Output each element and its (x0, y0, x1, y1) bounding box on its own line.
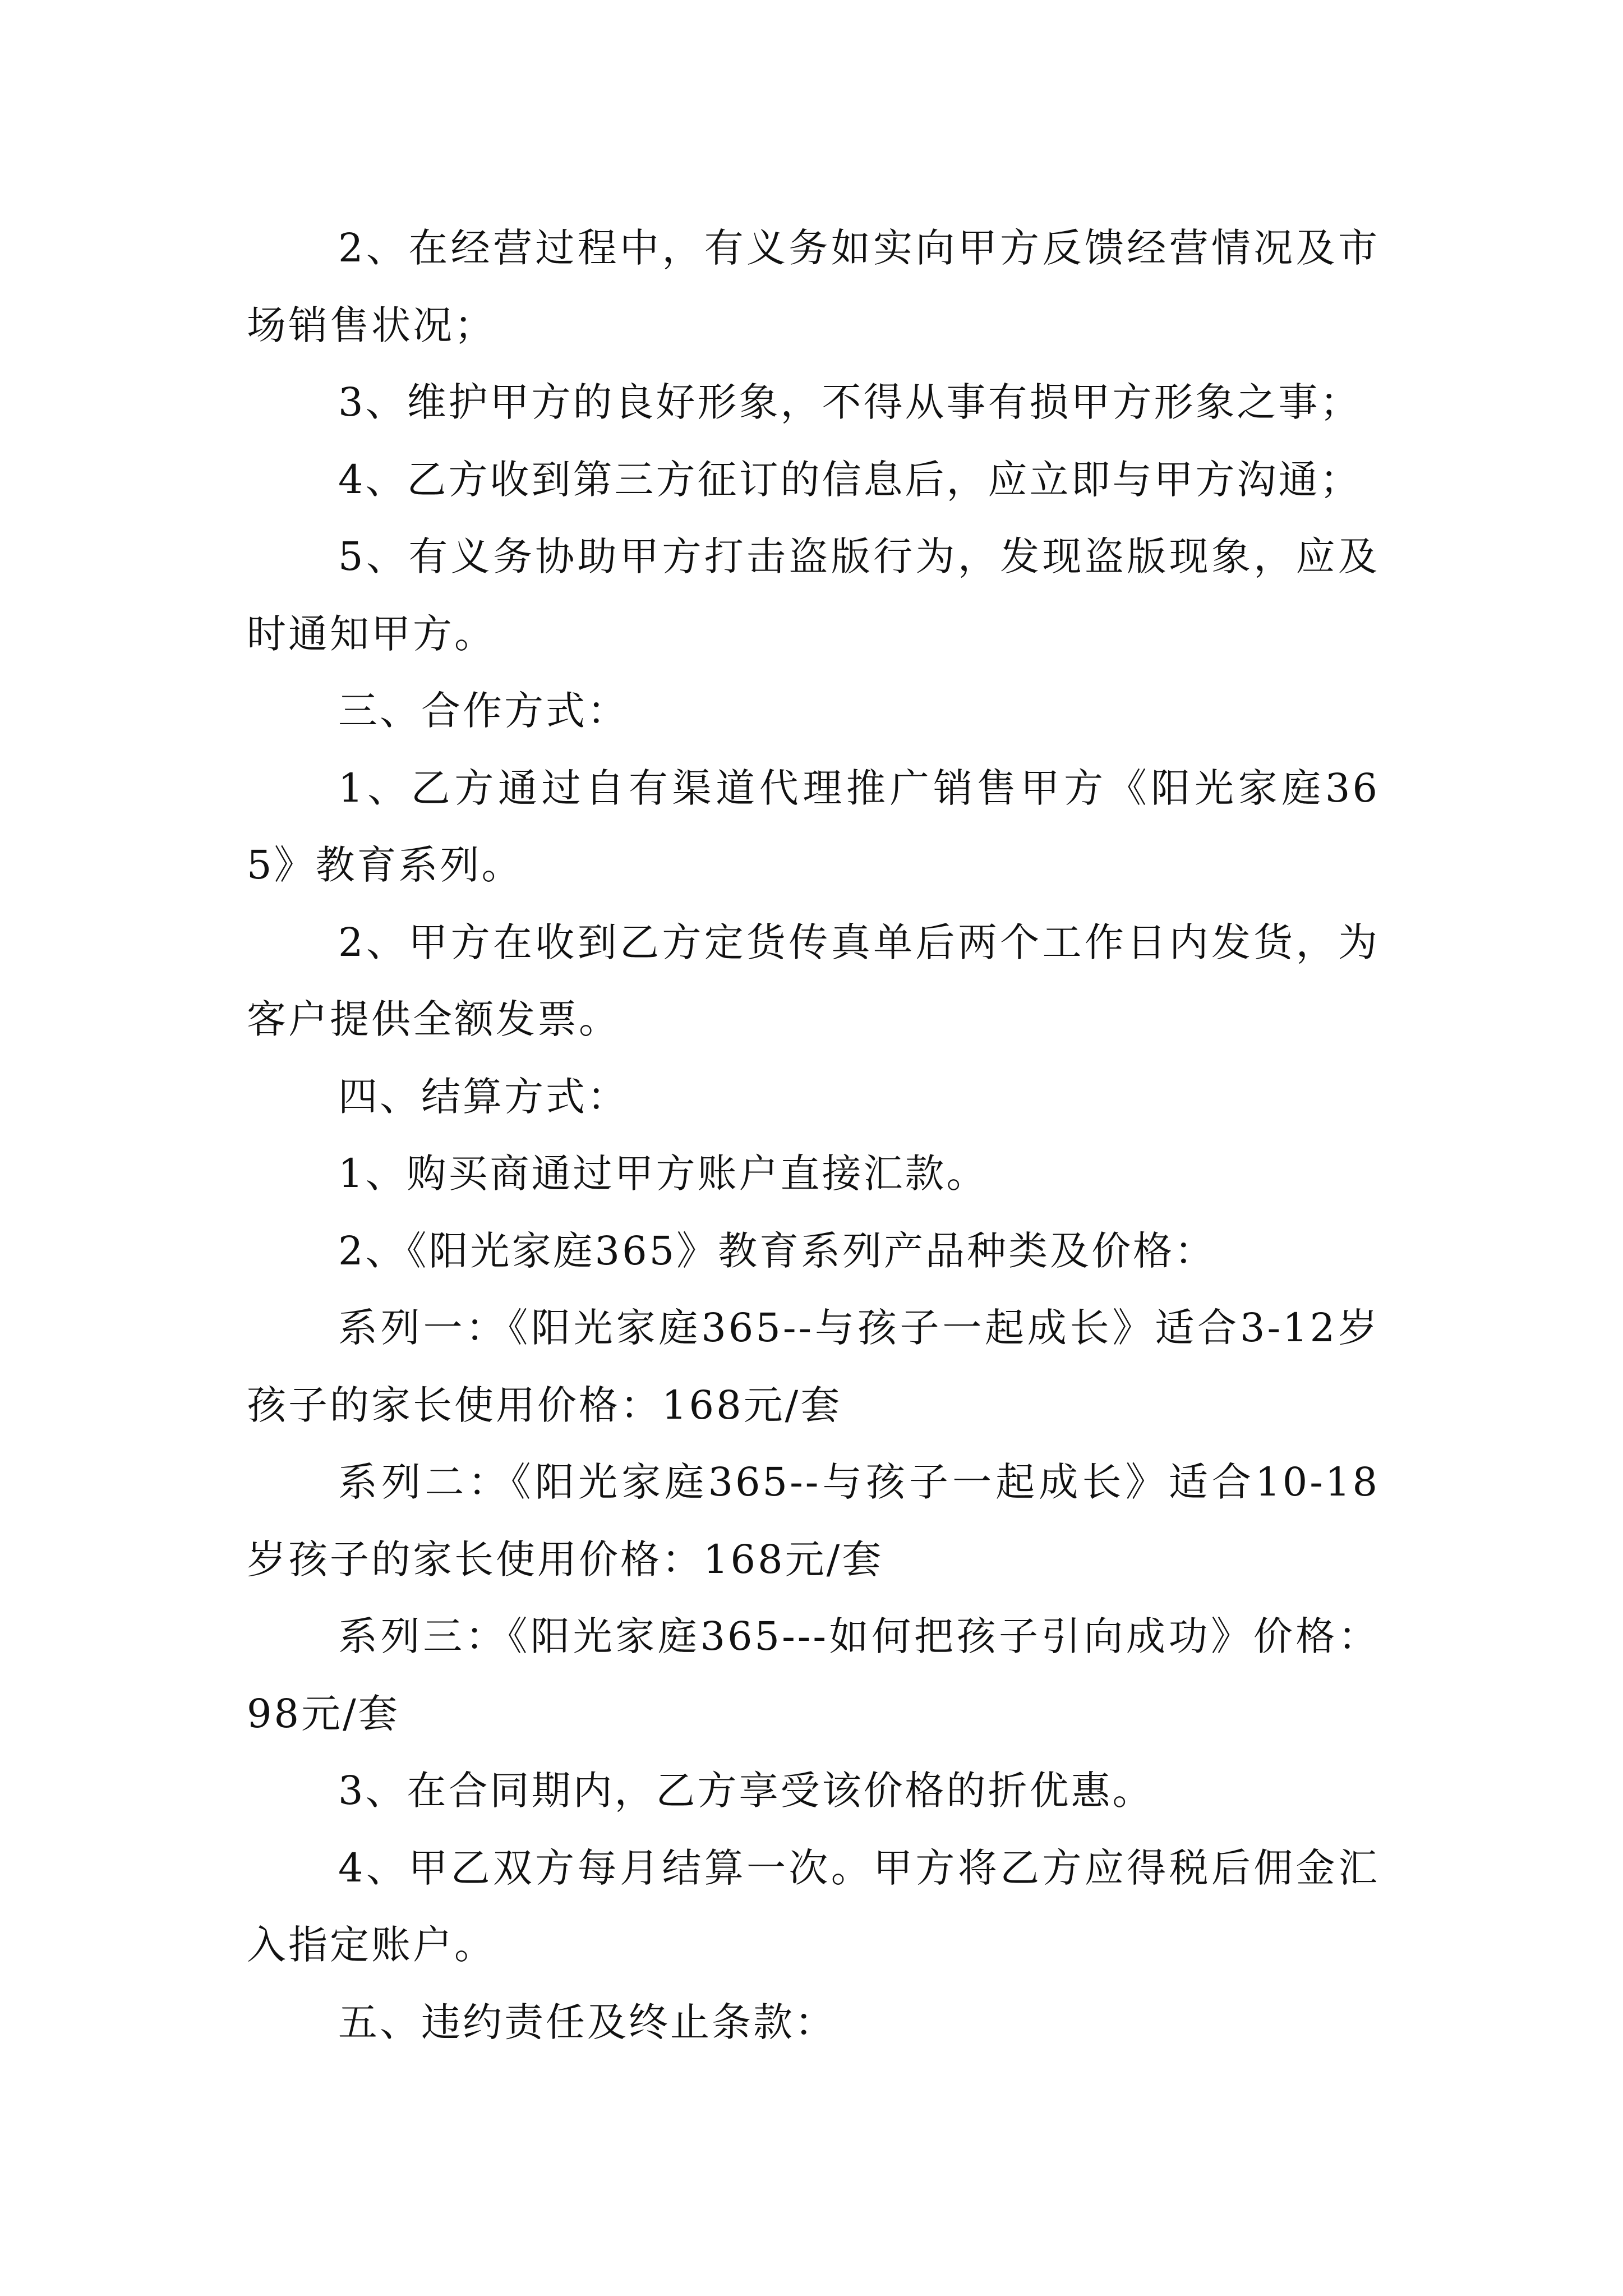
section-heading-settlement: 四、结算方式： (338, 1073, 629, 1120)
section-heading-cooperation: 三、合作方式： (338, 688, 629, 734)
paragraph-obligation-3: 3、维护甲方的良好形象，不得从事有损甲方形象之事； (338, 379, 1362, 425)
paragraph-cooperation-1: 1、乙方通过自有渠道代理推广销售甲方《阳光家庭365》教育系列。 (247, 765, 1380, 888)
document-body (247, 210, 1380, 2061)
paragraph-series-3: 系列三：《阳光家庭365---如何把孩子引向成功》价格：98元/套 (247, 1613, 1380, 1737)
paragraph-cooperation-2: 2、甲方在收到乙方定货传真单后两个工作日内发货，为客户提供全额发票。 (247, 919, 1380, 1042)
paragraph-settlement-2: 2、《阳光家庭365》教育系列产品种类及价格： (338, 1227, 1216, 1274)
section-heading-breach: 五、违约责任及终止条款： (338, 1999, 836, 2045)
paragraph-obligation-4: 4、乙方收到第三方征订的信息后，应立即与甲方沟通； (338, 456, 1362, 503)
paragraph-series-2: 系列二：《阳光家庭365--与孩子一起成长》适合10-18岁孩子的家长使用价格：168元/套 (247, 1459, 1380, 1582)
paragraph-series-1: 系列一：《阳光家庭365--与孩子一起成长》适合3-12岁孩子的家长使用价格：168元/套 (247, 1305, 1380, 1428)
paragraph-obligation-2: 2、在经营过程中，有义务如实向甲方反馈经营情况及市场销售状况； (247, 225, 1380, 348)
paragraph-settlement-4: 4、甲乙双方每月结算一次。甲方将乙方应得税后佣金汇入指定账户。 (247, 1844, 1380, 1968)
paragraph-settlement-3: 3、在合同期内，乙方享受该价格的折优惠。 (338, 1768, 1154, 1814)
paragraph-obligation-5: 5、有义务协助甲方打击盗版行为，发现盗版现象，应及时通知甲方。 (247, 533, 1380, 657)
paragraph-settlement-1: 1、购买商通过甲方账户直接汇款。 (338, 1151, 988, 1197)
